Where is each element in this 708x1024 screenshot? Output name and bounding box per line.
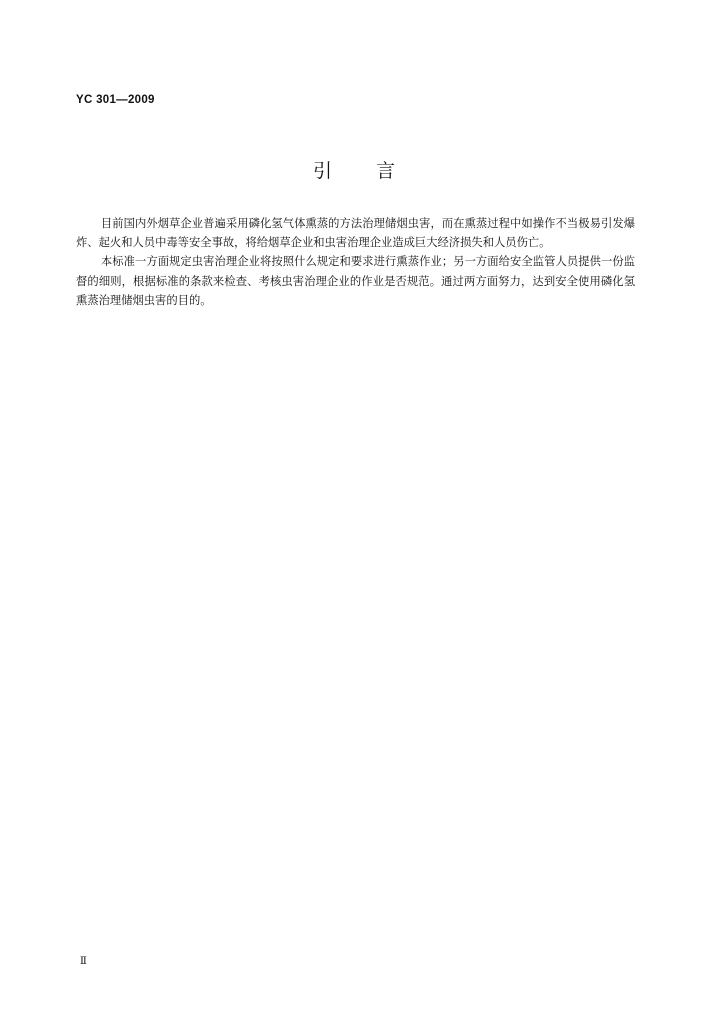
page-number: Ⅱ <box>80 956 87 967</box>
paragraph-2: 本标准一方面规定虫害治理企业将按照什么规定和要求进行熏蒸作业；另一方面给安全监管人员提供一份监督的细则，根据标准的条款来检查、考核虫害治理企业的作业是否规范。通过两方面努力，达到安全使用磷化氢熏蒸治理储烟虫害的目的。 <box>76 255 635 307</box>
paragraph-1: 目前国内外烟草企业普遍采用磷化氢气体熏蒸的方法治理储烟虫害，而在熏蒸过程中如操作不当极易引发爆炸、起火和人员中毒等安全事故，将给烟草企业和虫害治理企业造成巨大经济损失和人员伤亡。 <box>76 217 635 250</box>
page-title: 引言 <box>312 160 439 182</box>
body-text <box>76 214 635 310</box>
standard-code: YC 301—2009 <box>76 94 155 106</box>
